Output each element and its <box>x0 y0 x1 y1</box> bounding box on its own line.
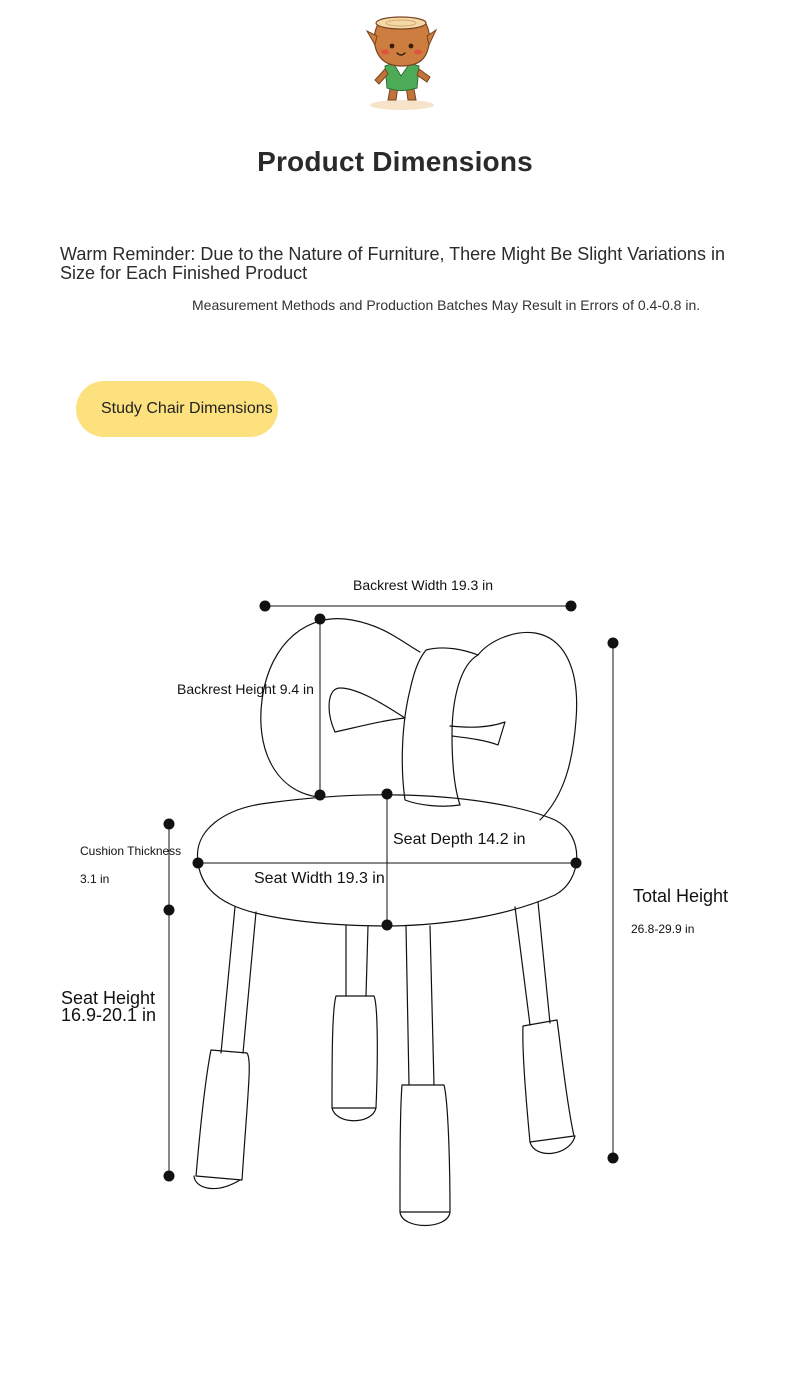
measurement-note: Measurement Methods and Production Batches May Result in Errors of 0.4-0.8 in. <box>192 297 701 313</box>
mascot-logo <box>363 14 439 112</box>
backrest-width-label: Backrest Width 19.3 in <box>353 577 494 593</box>
seat-width-label: Seat Width 19.3 in <box>254 870 385 887</box>
total-height-label: Total Height <box>633 886 729 906</box>
page-title: Product Dimensions <box>257 146 533 177</box>
total-height-value: 26.8-29.9 in <box>631 922 695 936</box>
seat-height-label: Seat Height 16.9-20.1 in <box>61 988 157 1025</box>
cushion-thickness-label: Cushion Thickness <box>80 844 182 858</box>
warm-reminder-text: Warm Reminder: Due to the Nature of Furniture, There Might Be Slight Variations in Size for Each Finished Product <box>60 244 725 283</box>
seat-depth-label: Seat Depth 14.2 in <box>393 831 526 848</box>
section-label-study-chair: Study Chair Dimensions <box>76 381 278 437</box>
backrest-height-label: Backrest Height 9.4 in <box>177 681 314 697</box>
cushion-thickness-value: 3.1 in <box>80 872 110 886</box>
